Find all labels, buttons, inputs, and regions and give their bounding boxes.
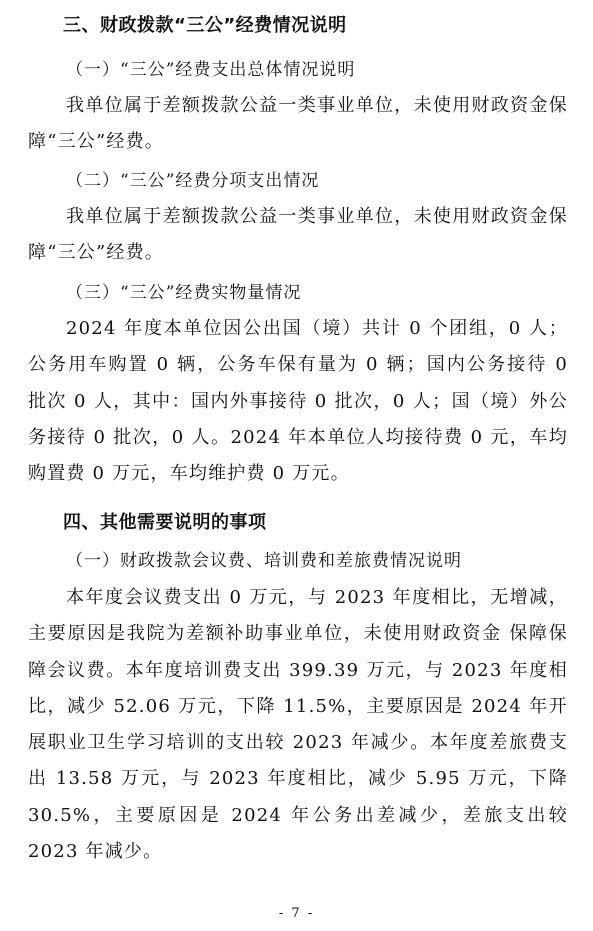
section-4-heading: 四、其他需要说明的事项 — [63, 512, 267, 533]
page-number: - 7 - — [278, 906, 315, 921]
section-3-3-paragraph: 2024 年度本单位因公出国（境）共计 0 个团组，0 人；公务用车购置 0 辆，公务车保有量为 0 辆；国内公务接待 0 批次 0 人，其中：国内外事接待 0 批次，0 人；国（境）外公务接待 0 批次，0 人。2024 年本单位人均接待费 0 元，车均购置费 0 万元，车均维护费 0 万元。 — [28, 318, 568, 485]
section-3-1-paragraph: 我单位属于差额拨款公益一类事业单位，未使用财政资金保障“三公”经费。 — [28, 95, 568, 153]
section-3-1-heading: （一）“三公”经费支出总体情况说明 — [66, 60, 356, 80]
section-3-3-heading: （三）“三公”经费实物量情况 — [66, 283, 302, 303]
section-3-2-paragraph: 我单位属于差额拨款公益一类事业单位，未使用财政资金保障“三公”经费。 — [28, 206, 568, 264]
section-3-heading: 三、财政拨款“三公”经费情况说明 — [63, 15, 347, 36]
section-4-1-heading: （一）财政拨款会议费、培训费和差旅费情况说明 — [66, 551, 462, 571]
section-4-1-paragraph: 本年度会议费支出 0 万元，与 2023 年度相比，无增减，主要原因是我院为差额补助事业单位，未使用财政资金 保障保障会议费。本年度培训费支出 399.39 万元，与 2023 年度相比，减少 52.06 万元，下降 11.5%，主要原因是 2024 年开展职业卫生学习培训的支出较 2023 年减少。本年度差旅费支出 13.58 万元，与 2023 年度相比，减少 5.95 万元，下降 30.5%，主要原因是 2024 年公务出差减少，差旅支出较 2023 年减少。 — [28, 587, 568, 863]
section-3-2-heading: （二）“三公”经费分项支出情况 — [66, 171, 320, 191]
